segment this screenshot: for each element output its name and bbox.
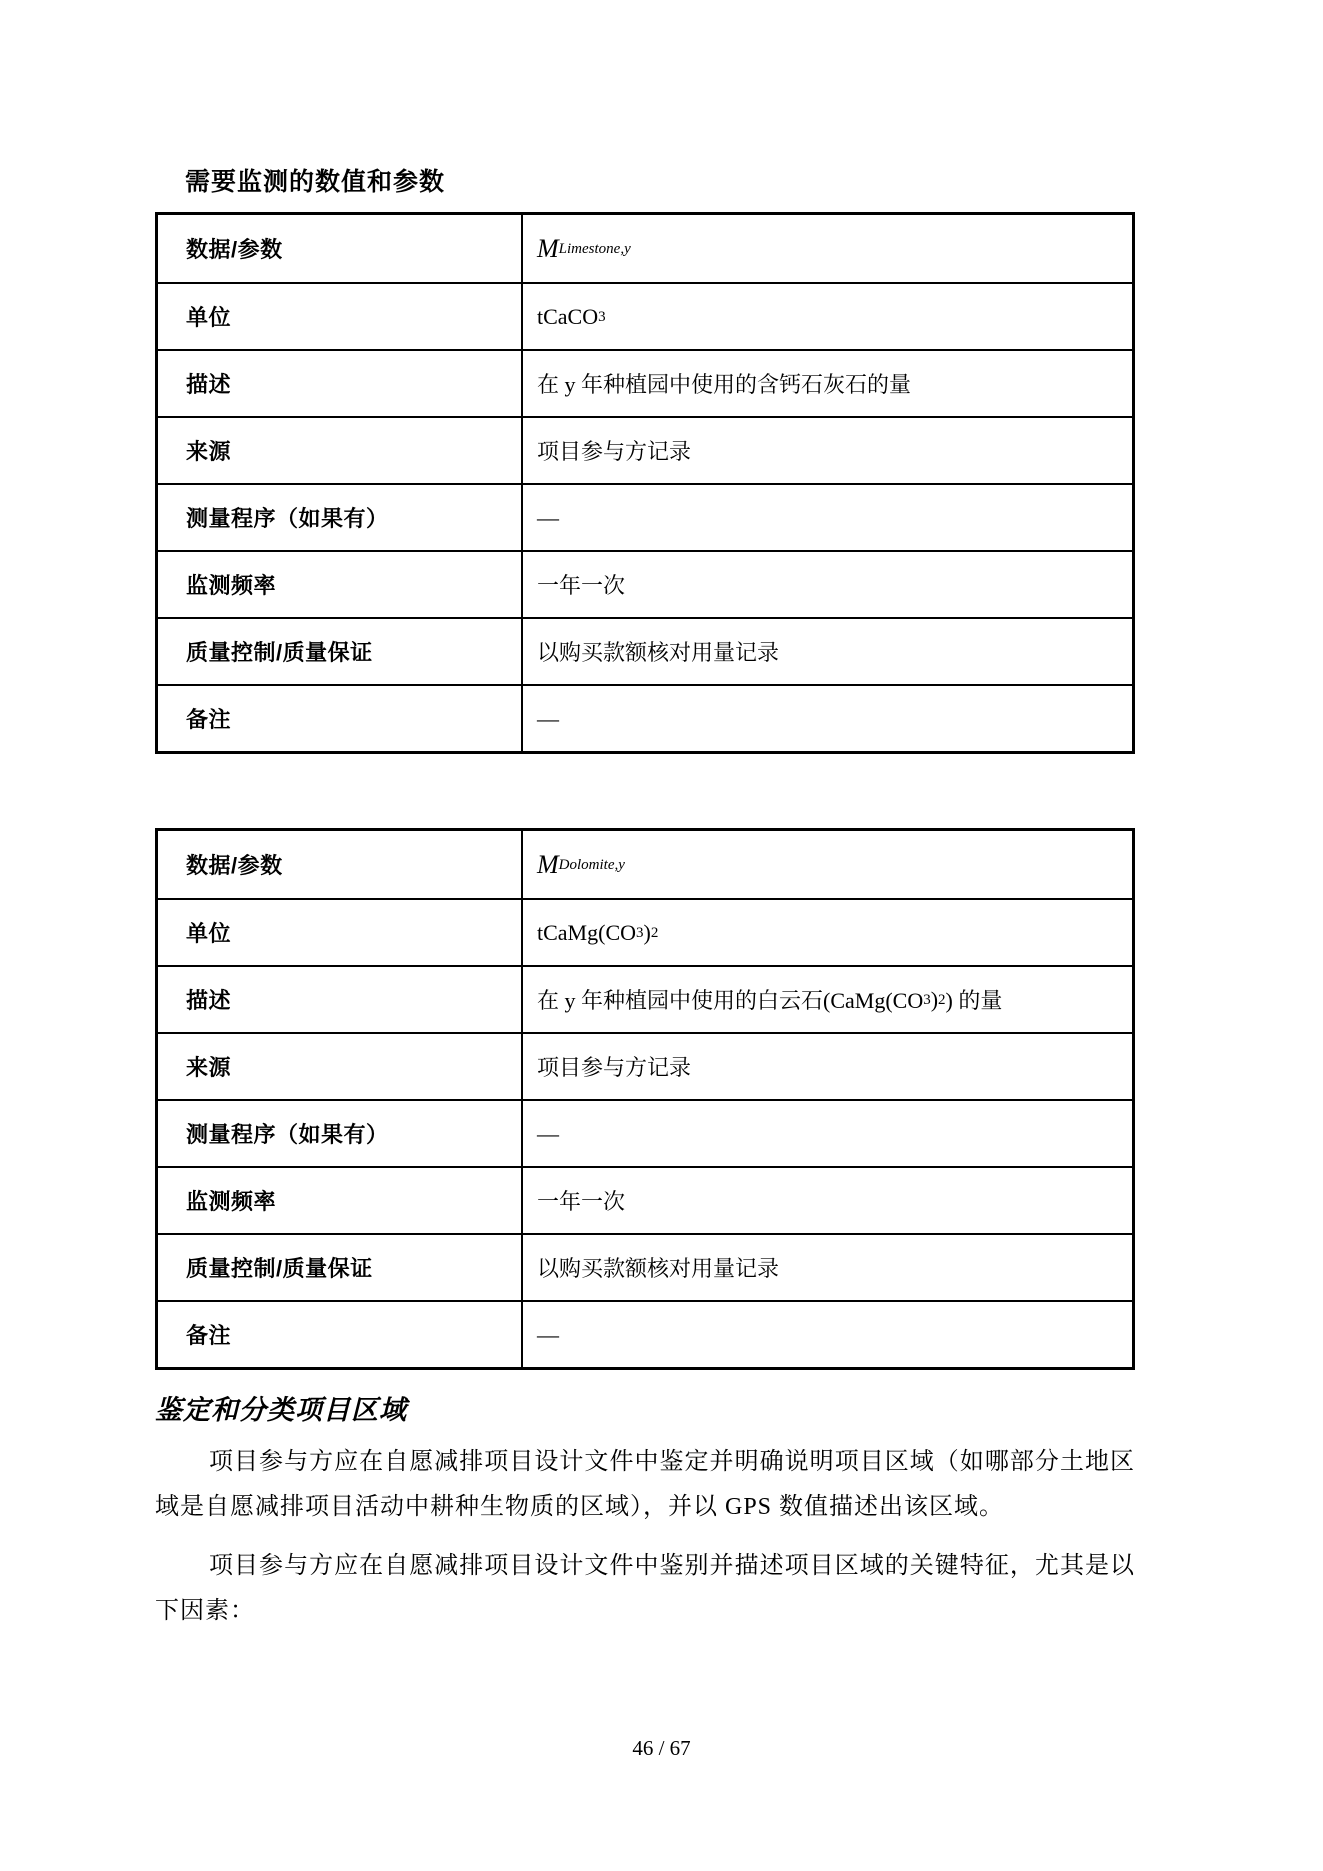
row-value: 项目参与方记录 [537,439,692,464]
row-value: 项目参与方记录 [537,1055,692,1080]
table-row [158,831,1132,898]
paragraph: 项目参与方应在自愿减排项目设计文件中鉴定并明确说明项目区域（如哪部分土地区域是自愿减排项目活动中耕种生物质的区域），并以 GPS 数值描述出该区域。 [155,1449,1135,1520]
table-row [158,965,1132,1032]
page-number: 46 / 67 [632,1736,691,1760]
table-row [158,215,1132,282]
table-row [158,1233,1132,1300]
row-label: 监测频率 [158,1168,523,1233]
row-value: — [537,705,559,731]
row-label: 单位 [158,900,523,965]
row-label: 数据/参数 [158,215,523,282]
monitoring-table-limestone [155,212,1135,754]
row-label: 测量程序（如果有） [158,485,523,550]
row-value: 以购买款额核对用量记录 [537,640,780,665]
table-row [158,349,1132,416]
table-row [158,550,1132,617]
table-row [158,483,1132,550]
row-label: 单位 [158,284,523,349]
table-row [158,416,1132,483]
row-value: 在 y 年种植园中使用的白云石(CaMg(CO 3 ) 2 ) 的量 [537,986,1003,1013]
table-row [158,282,1132,349]
table-row [158,1300,1132,1367]
table-row [158,1032,1132,1099]
table-row [158,898,1132,965]
row-value: tCaCO 3 [537,303,606,329]
row-value: M Limestone,y [537,233,631,263]
row-label: 测量程序（如果有） [158,1101,523,1166]
table-row [158,1099,1132,1166]
row-label: 数据/参数 [158,831,523,898]
row-value: — [537,504,559,530]
row-value: — [537,1120,559,1146]
row-label: 备注 [158,686,523,751]
row-label: 描述 [158,967,523,1032]
row-value: 在 y 年种植园中使用的含钙石灰石的量 [537,372,912,397]
table-row [158,617,1132,684]
paragraph: 项目参与方应在自愿减排项目设计文件中鉴别并描述项目区域的关键特征，尤其是以下因素： [155,1553,1135,1624]
row-label: 备注 [158,1302,523,1367]
doc-title: 需要监测的数值和参数 [185,168,446,196]
row-value: 一年一次 [537,1189,626,1214]
row-label: 来源 [158,1034,523,1099]
row-value: M Dolomite,y [537,849,625,879]
monitoring-table-dolomite [155,828,1135,1370]
row-label: 描述 [158,351,523,416]
row-label: 质量控制/质量保证 [158,1235,523,1300]
row-value: — [537,1321,559,1347]
row-value: 以购买款额核对用量记录 [537,1256,780,1281]
table-row [158,684,1132,751]
page-content [155,0,1135,1634]
section-heading: 鉴定和分类项目区域 [155,1395,407,1425]
row-value: 一年一次 [537,573,626,598]
row-label: 质量控制/质量保证 [158,619,523,684]
row-value: tCaMg(CO 3 ) 2 [537,919,659,945]
row-label: 监测频率 [158,552,523,617]
table-row [158,1166,1132,1233]
row-label: 来源 [158,418,523,483]
